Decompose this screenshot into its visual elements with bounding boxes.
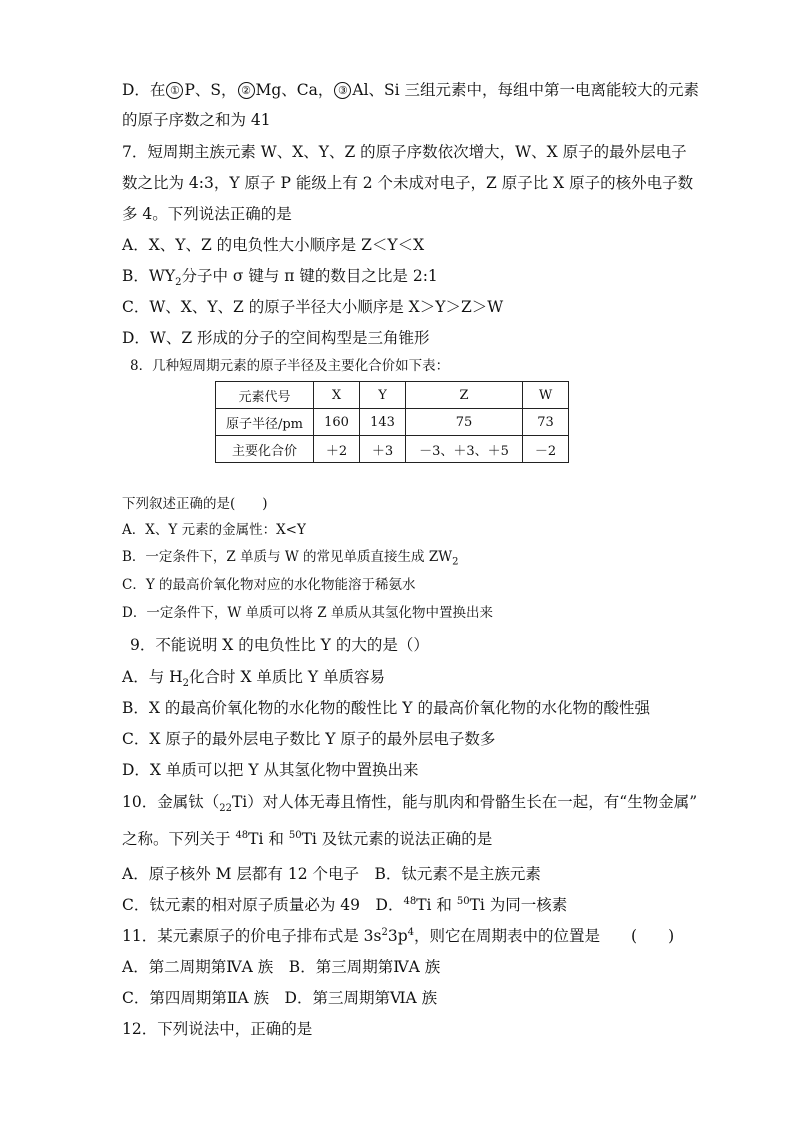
q8-cell: 160 [314,409,360,436]
q8-option-a: A．X、Y 元素的金属性：X<Y [122,522,306,538]
q8-cell: 主要化合价 [216,436,314,463]
q8-table [215,381,569,463]
table-row [216,436,569,463]
q7-option-b: B．$WY_2$分子中 σ 键与 π 键的数目之比是 2:1 [122,267,438,289]
circled-number-2: ② [238,82,255,99]
q9-option-b: B．X 的最高价氧化物的水化物的酸性比 Y 的最高价氧化物的水化物的酸性强 [122,699,650,717]
q8-cell: 143 [360,409,406,436]
q8-cell: 75 [406,409,523,436]
q10-stem-2: 之称。下列关于 $^{48}$Ti 和 $^{50}$Ti 及钛元素的说法正确的是 [122,829,493,848]
q7-option-a: A．X、Y、Z 的电负性大小顺序是 Z＜Y＜X [122,236,425,254]
q10-options-cd: C．钛元素的相对原子质量必为 49 D．$^{48}$Ti 和 $^{50}$Ti 为同一核素 [122,895,568,914]
q11-options-ab: A．第二周期第ⅣA 族 B．第三周期第ⅣA 族 [122,958,441,976]
q8-cell: －3、＋3、＋5 [406,436,523,463]
q8-cell: 73 [523,409,569,436]
q8-option-d: D．一定条件下，W 单质可以将 Z 单质从其氢化物中置换出来 [122,605,493,621]
q8-option-b: B．一定条件下，Z 单质与 W 的常见单质直接生成 $ZW_2$ [122,549,459,568]
circled-number-1: ① [166,82,183,99]
q8-option-c: C．Y 的最高价氧化物对应的水化物能溶于稀氨水 [122,577,416,593]
q7-stem-3: 多 4。下列说法正确的是 [122,205,292,223]
q8-stem: 8．几种短周期元素的原子半径及主要化合价如下表： [130,358,450,374]
q8-table-header-row [216,382,569,409]
q6-option-d-cont: 的原子序数之和为 41 [122,111,271,129]
q7-option-c: C．W、X、Y、Z 的原子半径大小顺序是 X＞Y＞Z＞W [122,298,504,316]
q9-stem: 9．不能说明 X 的电负性比 Y 的大的是（） [130,636,429,654]
circled-number-3: ③ [334,82,351,99]
q8-cell: ＋3 [360,436,406,463]
q8-header-cell: 元素代号 [216,382,314,409]
q7-stem-2: 数之比为 4:3，Y 原子 P 能级上有 2 个未成对电子，Z 原子比 X 原子的核外电子数 [122,174,694,192]
q8-cell: ＋2 [314,436,360,463]
q8-header-cell: Y [360,382,406,409]
q10-stem-1: 10．金属钛$(_{22}Ti)$对人体无毒且惰性，能与肌肉和骨骼生长在一起，有“生物金属” [122,793,698,815]
q12-stem: 12．下列说法中，正确的是 [122,1020,313,1038]
q7-option-d: D．W、Z 形成的分子的空间构型是三角锥形 [122,329,430,347]
q9-option-c: C．X 原子的最外层电子数比 Y 原子的最外层电子数多 [122,730,496,748]
q8-header-cell: Z [406,382,523,409]
q8-cell: 原子半径/pm [216,409,314,436]
q8-header-cell: W [523,382,569,409]
q9-option-d: D．X 单质可以把 Y 从其氢化物中置换出来 [122,761,419,779]
table-row [216,409,569,436]
q8-cell: －2 [523,436,569,463]
q7-stem-1: 7．短周期主族元素 W、X、Y、Z 的原子序数依次增大，W、X 原子的最外层电子 [122,143,687,161]
q8-question: 下列叙述正确的是( ) [122,496,268,512]
q9-option-a: A．与 $H_2$化合时 X 单质比 Y 单质容易 [122,668,385,690]
q8-header-cell: X [314,382,360,409]
q10-options-ab: A．原子核外 M 层都有 12 个电子 B．钛元素不是主族元素 [122,865,541,883]
q11-stem: 11．某元素原子的价电子排布式是 $3s^23p^4$，则它在周期表中的位置是 ( ) [122,926,675,945]
q11-options-cd: C．第四周期第ⅡA 族 D．第三周期第ⅥA 族 [122,989,438,1007]
q6-option-d: D．在 ① P、S， ② Mg、Ca， ③ Al、Si 三组元素中，每组中第一电离能较大的元素 [122,81,700,99]
